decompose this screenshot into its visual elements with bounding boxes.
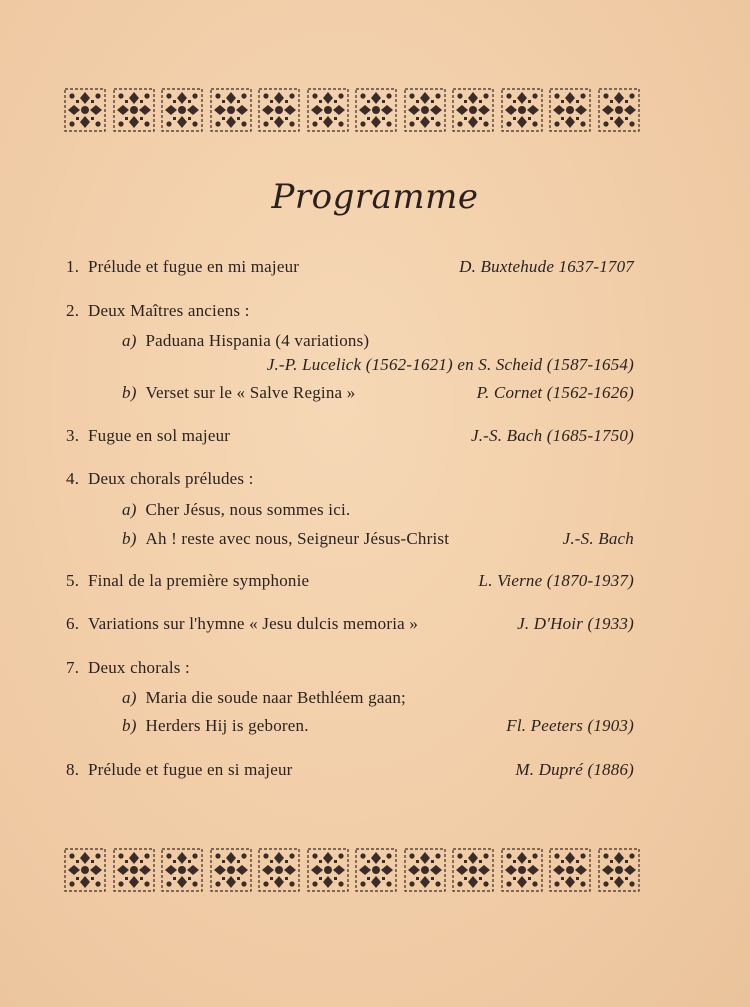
sub-item [122, 716, 309, 736]
item-title: Prélude et fugue en si majeur [88, 760, 293, 779]
sub-title: Herders Hij is geboren. [145, 716, 309, 735]
sub-letter: a) [122, 688, 137, 707]
ornament-tile-icon [501, 88, 543, 132]
sub-item [122, 331, 369, 351]
sub-item [122, 529, 449, 549]
sub-title: Maria die soude naar Bethléem gaan; [145, 688, 406, 707]
sub-composer: J.-S. Bach [562, 529, 634, 548]
sub-item [122, 500, 350, 520]
program-item-3 [66, 426, 230, 446]
item-title: Deux chorals : [88, 658, 190, 677]
item-composer: J. D'Hoir (1933) [517, 614, 634, 633]
item-number: 1. [66, 257, 80, 276]
ornament-tile-icon [161, 848, 203, 892]
item-title: Variations sur l'hymne « Jesu dulcis memoria » [88, 614, 419, 633]
sub-item [122, 383, 355, 403]
sub-letter: b) [122, 529, 137, 548]
sub-letter: a) [122, 500, 137, 519]
ornament-tile-icon [210, 848, 252, 892]
page-title: Programme [271, 177, 479, 217]
program-item-5 [66, 571, 309, 591]
ornament-tile-icon [64, 848, 106, 892]
ornament-tile-icon [404, 88, 446, 132]
item-number: 3. [66, 426, 80, 445]
ornament-tile-icon [258, 848, 300, 892]
sub-composer: J.-P. Lucelick (1562-1621) en S. Scheid (1587-1654) [266, 355, 634, 374]
ornament-tile-icon [355, 848, 397, 892]
ornament-tile-icon [113, 848, 155, 892]
ornament-tile-icon [307, 848, 349, 892]
item-number: 6. [66, 614, 80, 633]
sub-letter: a) [122, 331, 137, 350]
sub-composer: P. Cornet (1562-1626) [476, 383, 634, 402]
sub-letter: b) [122, 716, 137, 735]
ornament-tile-icon [501, 848, 543, 892]
ornament-border-top [64, 88, 640, 132]
program-item-1 [66, 257, 299, 277]
ornament-tile-icon [258, 88, 300, 132]
sub-title: Cher Jésus, nous sommes ici. [145, 500, 351, 519]
ornament-border-bottom [64, 848, 640, 892]
item-composer: D. Buxtehude 1637-1707 [459, 257, 634, 276]
item-number: 8. [66, 760, 80, 779]
sub-item [122, 688, 406, 708]
item-number: 7. [66, 658, 80, 677]
item-title: Prélude et fugue en mi majeur [88, 257, 300, 276]
ornament-tile-icon [452, 88, 494, 132]
ornament-tile-icon [307, 88, 349, 132]
ornament-tile-icon [549, 88, 591, 132]
item-composer: L. Vierne (1870-1937) [478, 571, 634, 590]
program-item-4 [66, 469, 254, 489]
ornament-tile-icon [113, 88, 155, 132]
ornament-tile-icon [161, 88, 203, 132]
ornament-tile-icon [355, 88, 397, 132]
sub-composer: Fl. Peeters (1903) [506, 716, 634, 735]
sub-title: Ah ! reste avec nous, Seigneur Jésus-Christ [145, 529, 450, 548]
ornament-tile-icon [598, 848, 640, 892]
ornament-tile-icon [210, 88, 252, 132]
program-item-2 [66, 301, 250, 321]
program-item-8 [66, 760, 293, 780]
ornament-tile-icon [549, 848, 591, 892]
ornament-tile-icon [64, 88, 106, 132]
item-number: 2. [66, 301, 80, 320]
item-composer: M. Dupré (1886) [515, 760, 634, 779]
item-composer: J.-S. Bach (1685-1750) [470, 426, 634, 445]
program-item-6 [66, 614, 418, 634]
item-title: Fugue en sol majeur [88, 426, 231, 445]
ornament-tile-icon [598, 88, 640, 132]
ornament-tile-icon [452, 848, 494, 892]
sub-title: Paduana Hispania (4 variations) [145, 331, 370, 350]
sub-title: Verset sur le « Salve Regina » [145, 383, 356, 402]
item-title: Final de la première symphonie [88, 571, 310, 590]
item-title: Deux chorals préludes : [88, 469, 254, 488]
ornament-tile-icon [404, 848, 446, 892]
item-number: 4. [66, 469, 80, 488]
item-number: 5. [66, 571, 80, 590]
sub-letter: b) [122, 383, 137, 402]
item-title: Deux Maîtres anciens : [88, 301, 250, 320]
program-item-7 [66, 658, 190, 678]
